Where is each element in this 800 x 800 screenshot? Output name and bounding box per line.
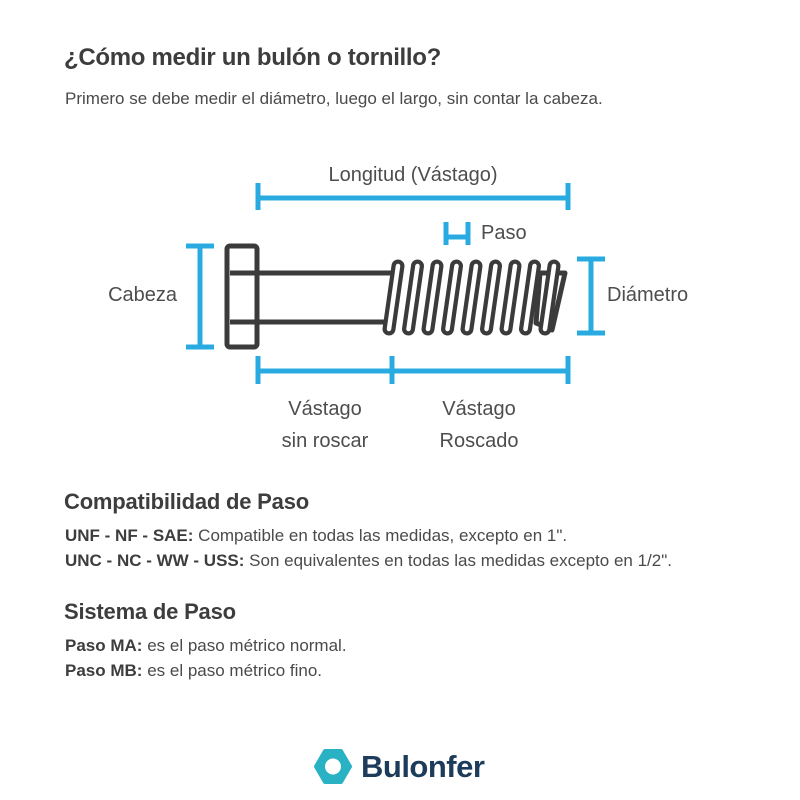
label-length: Longitud (Vástago) (328, 164, 498, 186)
brand-logo (314, 744, 484, 789)
text-paso-ma: es el paso métrico normal. (142, 636, 347, 655)
term-unf: UNF - NF - SAE: (65, 526, 194, 545)
text-paso-mb: es el paso métrico fino. (142, 661, 322, 680)
term-paso-ma: Paso MA: (65, 636, 143, 655)
shank-dimension-line (258, 356, 568, 384)
term-unc: UNC - NC - WW - USS: (65, 551, 245, 570)
bolt-measurement-diagram (0, 150, 800, 470)
system-item-mb (65, 661, 322, 681)
label-head: Cabeza (108, 284, 177, 306)
head-dimension-line (186, 246, 214, 347)
pitch-dimension-line (446, 222, 468, 245)
length-dimension-line (258, 183, 568, 210)
section-heading-compatibility: Compatibilidad de Paso (64, 489, 309, 514)
diameter-dimension-line (577, 259, 605, 333)
section-heading-system: Sistema de Paso (64, 599, 236, 624)
term-paso-mb: Paso MB: (65, 661, 143, 680)
page-title: ¿Cómo medir un bulón o tornillo? (64, 44, 442, 71)
label-shank-threaded: Vástago Roscado (439, 398, 519, 452)
label-shank-plain: Vástago sin roscar (281, 398, 369, 452)
brand-name: Bulonfer (361, 748, 485, 784)
bolt-head (227, 246, 257, 347)
text-unf: Compatible en todas las medidas, excepto en 1". (193, 526, 568, 545)
system-item-ma (65, 636, 347, 656)
bolt-threads (389, 266, 554, 329)
page-subtitle: Primero se debe medir el diámetro, luego el largo, sin contar la cabeza. (65, 89, 603, 108)
text-unc: Son equivalentes en todas las medidas excepto en 1/2". (244, 551, 672, 570)
compatibility-item-unf (65, 526, 567, 546)
compatibility-item-unc (65, 551, 672, 571)
label-diameter: Diámetro (607, 284, 689, 306)
label-pitch: Paso (481, 222, 527, 244)
hex-nut-icon (314, 749, 352, 784)
